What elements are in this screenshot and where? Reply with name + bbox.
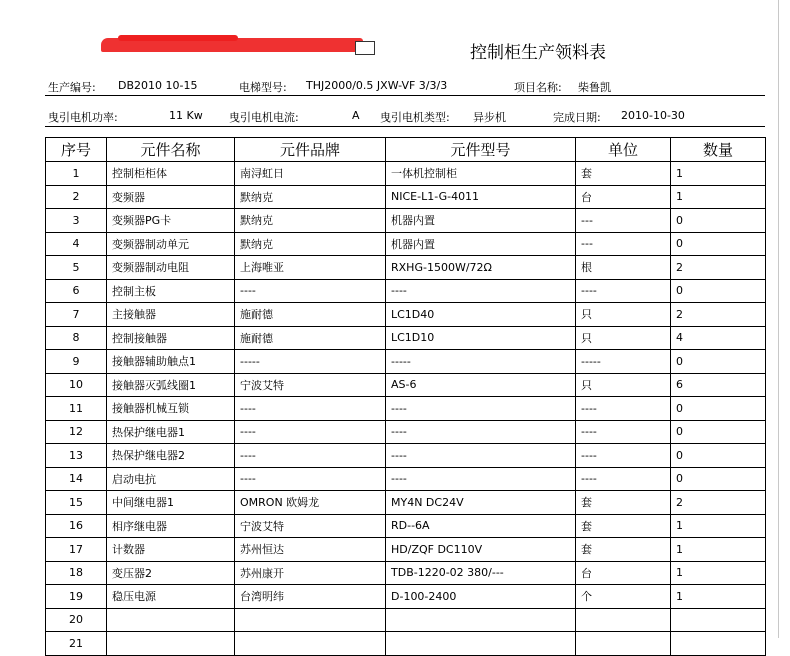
completion-date-value: 2010-10-30 xyxy=(621,109,685,122)
production-no-value: DB2010 10-15 xyxy=(118,79,198,92)
cell-unit: 只 xyxy=(576,303,671,327)
cell-model: MY4N DC24V xyxy=(386,491,576,515)
cell-quantity: 0 xyxy=(671,279,766,303)
cell-unit: ---- xyxy=(576,420,671,444)
cell-unit: 台 xyxy=(576,561,671,585)
table-row xyxy=(46,444,766,468)
header-brand: 元件品牌 xyxy=(235,138,386,162)
table-row xyxy=(46,538,766,562)
elevator-model-value: THJ2000/0.5 JXW-VF 3/3/3 xyxy=(306,79,448,92)
cell-quantity: 0 xyxy=(671,232,766,256)
header-quantity: 数量 xyxy=(671,138,766,162)
cell-quantity xyxy=(671,608,766,632)
cell-component-name: 热保护继电器1 xyxy=(107,420,235,444)
cell-index: 10 xyxy=(46,373,107,397)
cell-model: ---- xyxy=(386,467,576,491)
cell-model: HD/ZQF DC110V xyxy=(386,538,576,562)
project-name-label: 项目名称: xyxy=(514,81,562,94)
cell-brand: ---- xyxy=(235,279,386,303)
cell-unit: 个 xyxy=(576,585,671,609)
cell-brand: ---- xyxy=(235,467,386,491)
cell-index: 13 xyxy=(46,444,107,468)
cell-index: 21 xyxy=(46,632,107,656)
cell-unit: 台 xyxy=(576,185,671,209)
cell-brand: 上海唯亚 xyxy=(235,256,386,280)
cell-unit xyxy=(576,632,671,656)
cell-unit: --- xyxy=(576,209,671,233)
cell-quantity: 1 xyxy=(671,585,766,609)
cell-quantity: 0 xyxy=(671,350,766,374)
table-row xyxy=(46,514,766,538)
motor-current-label: 曳引电机电流: xyxy=(229,111,299,124)
table-row xyxy=(46,350,766,374)
table-row xyxy=(46,561,766,585)
page-edge-rule xyxy=(778,0,779,638)
cell-model: LC1D10 xyxy=(386,326,576,350)
cell-unit: 根 xyxy=(576,256,671,280)
cell-brand: ---- xyxy=(235,420,386,444)
cell-model: 机器内置 xyxy=(386,232,576,256)
cell-component-name: 中间继电器1 xyxy=(107,491,235,515)
cell-brand: 宁波艾特 xyxy=(235,514,386,538)
cell-quantity xyxy=(671,632,766,656)
cell-brand: ---- xyxy=(235,397,386,421)
cell-index: 6 xyxy=(46,279,107,303)
redaction-mark xyxy=(101,38,363,52)
production-no-label: 生产编号: xyxy=(48,81,96,94)
cell-unit xyxy=(576,608,671,632)
cell-index: 20 xyxy=(46,608,107,632)
cell-brand: 台湾明纬 xyxy=(235,585,386,609)
table-row xyxy=(46,256,766,280)
cell-unit: 只 xyxy=(576,326,671,350)
cell-index: 14 xyxy=(46,467,107,491)
cell-component-name: 控制柜柜体 xyxy=(107,162,235,186)
cell-quantity: 1 xyxy=(671,185,766,209)
cell-quantity: 0 xyxy=(671,420,766,444)
header-unit: 单位 xyxy=(576,138,671,162)
cell-index: 8 xyxy=(46,326,107,350)
cell-index: 9 xyxy=(46,350,107,374)
cell-quantity: 6 xyxy=(671,373,766,397)
cell-component-name: 相序继电器 xyxy=(107,514,235,538)
table-row xyxy=(46,467,766,491)
cell-model: LC1D40 xyxy=(386,303,576,327)
motor-type-label: 曳引电机类型: xyxy=(380,111,450,124)
cell-quantity: 0 xyxy=(671,467,766,491)
table-row xyxy=(46,326,766,350)
cell-brand: 默纳克 xyxy=(235,209,386,233)
cell-quantity: 0 xyxy=(671,397,766,421)
cell-model: ---- xyxy=(386,444,576,468)
cell-quantity: 1 xyxy=(671,538,766,562)
cell-component-name xyxy=(107,608,235,632)
cell-index: 16 xyxy=(46,514,107,538)
cell-component-name: 变频器PG卡 xyxy=(107,209,235,233)
table-row xyxy=(46,420,766,444)
cell-model: D-100-2400 xyxy=(386,585,576,609)
table-row xyxy=(46,162,766,186)
elevator-model-label: 电梯型号: xyxy=(239,81,287,94)
table-row xyxy=(46,632,766,656)
motor-type-value: 异步机 xyxy=(473,111,506,124)
cell-unit: 套 xyxy=(576,162,671,186)
cell-unit: 套 xyxy=(576,491,671,515)
cell-component-name: 控制主板 xyxy=(107,279,235,303)
table-row xyxy=(46,279,766,303)
cell-component-name: 稳压电源 xyxy=(107,585,235,609)
cell-model: NICE-L1-G-4011 xyxy=(386,185,576,209)
cell-unit: ---- xyxy=(576,467,671,491)
cell-index: 5 xyxy=(46,256,107,280)
cell-component-name: 控制接触器 xyxy=(107,326,235,350)
cell-model: ---- xyxy=(386,420,576,444)
table-row xyxy=(46,303,766,327)
cell-quantity: 1 xyxy=(671,514,766,538)
header-index: 序号 xyxy=(46,138,107,162)
cell-unit: 套 xyxy=(576,538,671,562)
cell-brand xyxy=(235,608,386,632)
cell-unit: ---- xyxy=(576,279,671,303)
cell-index: 17 xyxy=(46,538,107,562)
cell-component-name: 接触器灭弧线圈1 xyxy=(107,373,235,397)
cell-brand: 苏州恒达 xyxy=(235,538,386,562)
cell-index: 4 xyxy=(46,232,107,256)
cell-brand: 施耐德 xyxy=(235,326,386,350)
cell-unit: ----- xyxy=(576,350,671,374)
cell-index: 11 xyxy=(46,397,107,421)
cell-index: 15 xyxy=(46,491,107,515)
motor-power-label: 曳引电机功率: xyxy=(48,111,118,124)
cell-quantity: 1 xyxy=(671,561,766,585)
cell-index: 18 xyxy=(46,561,107,585)
cell-model: 机器内置 xyxy=(386,209,576,233)
cell-quantity: 4 xyxy=(671,326,766,350)
table-row xyxy=(46,491,766,515)
cell-quantity: 2 xyxy=(671,256,766,280)
table-row xyxy=(46,585,766,609)
cell-component-name: 接触器辅助触点1 xyxy=(107,350,235,374)
cell-component-name: 主接触器 xyxy=(107,303,235,327)
cell-brand xyxy=(235,632,386,656)
header-rule xyxy=(45,126,765,127)
cell-unit: 只 xyxy=(576,373,671,397)
cell-component-name: 变频器制动电阻 xyxy=(107,256,235,280)
cell-index: 19 xyxy=(46,585,107,609)
cell-component-name xyxy=(107,632,235,656)
cell-index: 7 xyxy=(46,303,107,327)
cell-model: 一体机控制柜 xyxy=(386,162,576,186)
cell-component-name: 变压器2 xyxy=(107,561,235,585)
cell-index: 3 xyxy=(46,209,107,233)
cell-quantity: 0 xyxy=(671,209,766,233)
cell-unit: ---- xyxy=(576,397,671,421)
cell-model: RXHG-1500W/72Ω xyxy=(386,256,576,280)
cell-model: AS-6 xyxy=(386,373,576,397)
cell-index: 2 xyxy=(46,185,107,209)
redaction-box xyxy=(355,41,375,55)
cell-brand: ----- xyxy=(235,350,386,374)
cell-brand: 苏州康开 xyxy=(235,561,386,585)
cell-unit: --- xyxy=(576,232,671,256)
header-component-name: 元件名称 xyxy=(107,138,235,162)
cell-brand: 默纳克 xyxy=(235,232,386,256)
cell-model: ---- xyxy=(386,279,576,303)
table-row xyxy=(46,185,766,209)
cell-brand: OMRON 欧姆龙 xyxy=(235,491,386,515)
cell-brand: 南浔虹日 xyxy=(235,162,386,186)
cell-component-name: 接触器机械互锁 xyxy=(107,397,235,421)
cell-index: 12 xyxy=(46,420,107,444)
cell-brand: 施耐德 xyxy=(235,303,386,327)
cell-brand: 默纳克 xyxy=(235,185,386,209)
table-header-row xyxy=(46,138,766,162)
cell-brand: ---- xyxy=(235,444,386,468)
cell-quantity: 1 xyxy=(671,162,766,186)
motor-current-value: A xyxy=(352,109,360,122)
cell-model: TDB-1220-02 380/--- xyxy=(386,561,576,585)
table-row xyxy=(46,608,766,632)
cell-quantity: 2 xyxy=(671,303,766,327)
table-row xyxy=(46,209,766,233)
table-row xyxy=(46,373,766,397)
cell-quantity: 0 xyxy=(671,444,766,468)
table-row xyxy=(46,397,766,421)
cell-model xyxy=(386,608,576,632)
cell-index: 1 xyxy=(46,162,107,186)
materials-table xyxy=(45,137,766,656)
cell-component-name: 变频器制动单元 xyxy=(107,232,235,256)
project-name-value: 柴鲁凯 xyxy=(578,81,611,94)
cell-component-name: 启动电抗 xyxy=(107,467,235,491)
completion-date-label: 完成日期: xyxy=(553,111,601,124)
table-row xyxy=(46,232,766,256)
document-title: 控制柜生产领料表 xyxy=(470,43,606,63)
cell-model xyxy=(386,632,576,656)
cell-quantity: 2 xyxy=(671,491,766,515)
cell-unit: ---- xyxy=(576,444,671,468)
cell-model: RD--6A xyxy=(386,514,576,538)
cell-component-name: 变频器 xyxy=(107,185,235,209)
cell-unit: 套 xyxy=(576,514,671,538)
motor-power-value: 11 Kw xyxy=(169,109,203,122)
cell-component-name: 计数器 xyxy=(107,538,235,562)
cell-brand: 宁波艾特 xyxy=(235,373,386,397)
cell-model: ----- xyxy=(386,350,576,374)
header-rule xyxy=(45,95,765,96)
cell-model: ---- xyxy=(386,397,576,421)
header-model: 元件型号 xyxy=(386,138,576,162)
cell-component-name: 热保护继电器2 xyxy=(107,444,235,468)
